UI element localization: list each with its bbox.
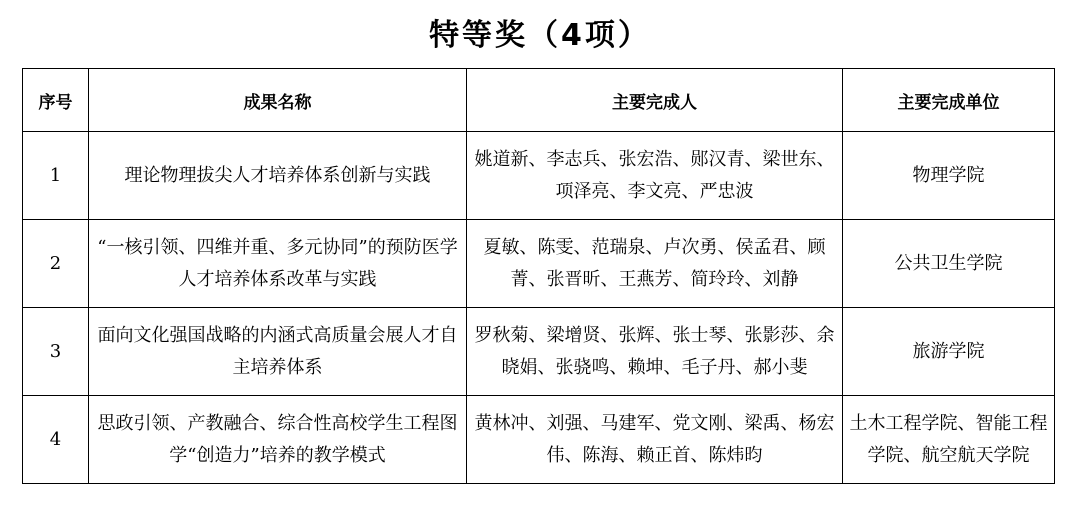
header-no: 序号 xyxy=(23,69,89,132)
main-unit: 土木工程学院、智能工程学院、航空航天学院 xyxy=(843,396,1055,484)
achievement-name: 面向文化强国战略的内涵式高质量会展人才自主培养体系 xyxy=(89,308,467,396)
main-unit: 公共卫生学院 xyxy=(843,220,1055,308)
awards-table xyxy=(22,68,1055,484)
table-row xyxy=(23,132,1055,220)
table-row xyxy=(23,308,1055,396)
achievement-name: 思政引领、产教融合、综合性高校学生工程图学“创造力”培养的教学模式 xyxy=(89,396,467,484)
row-number: 3 xyxy=(23,308,89,396)
achievement-name: 理论物理拔尖人才培养体系创新与实践 xyxy=(89,132,467,220)
table-row xyxy=(23,220,1055,308)
achievement-name: “一核引领、四维并重、多元协同”的预防医学人才培养体系改革与实践 xyxy=(89,220,467,308)
header-main-units: 主要完成单位 xyxy=(843,69,1055,132)
row-number: 2 xyxy=(23,220,89,308)
main-contributors: 罗秋菊、梁增贤、张辉、张士琴、张影莎、余晓娟、张骁鸣、赖坤、毛子丹、郝小斐 xyxy=(467,308,843,396)
row-number: 1 xyxy=(23,132,89,220)
main-contributors: 黄林冲、刘强、马建军、党文刚、梁禹、杨宏伟、陈海、赖正首、陈炜昀 xyxy=(467,396,843,484)
header-achievement-name: 成果名称 xyxy=(89,69,467,132)
table-header-row xyxy=(23,69,1055,132)
header-main-contributors: 主要完成人 xyxy=(467,69,843,132)
page-title: 特等奖（4项） xyxy=(429,18,651,53)
main-unit: 旅游学院 xyxy=(843,308,1055,396)
main-contributors: 夏敏、陈雯、范瑞泉、卢次勇、侯孟君、顾菁、张晋昕、王燕芳、简玲玲、刘静 xyxy=(467,220,843,308)
row-number: 4 xyxy=(23,396,89,484)
table-row xyxy=(23,396,1055,484)
main-unit: 物理学院 xyxy=(843,132,1055,220)
main-contributors: 姚道新、李志兵、张宏浩、郧汉青、梁世东、项泽亮、李文亮、严忠波 xyxy=(467,132,843,220)
